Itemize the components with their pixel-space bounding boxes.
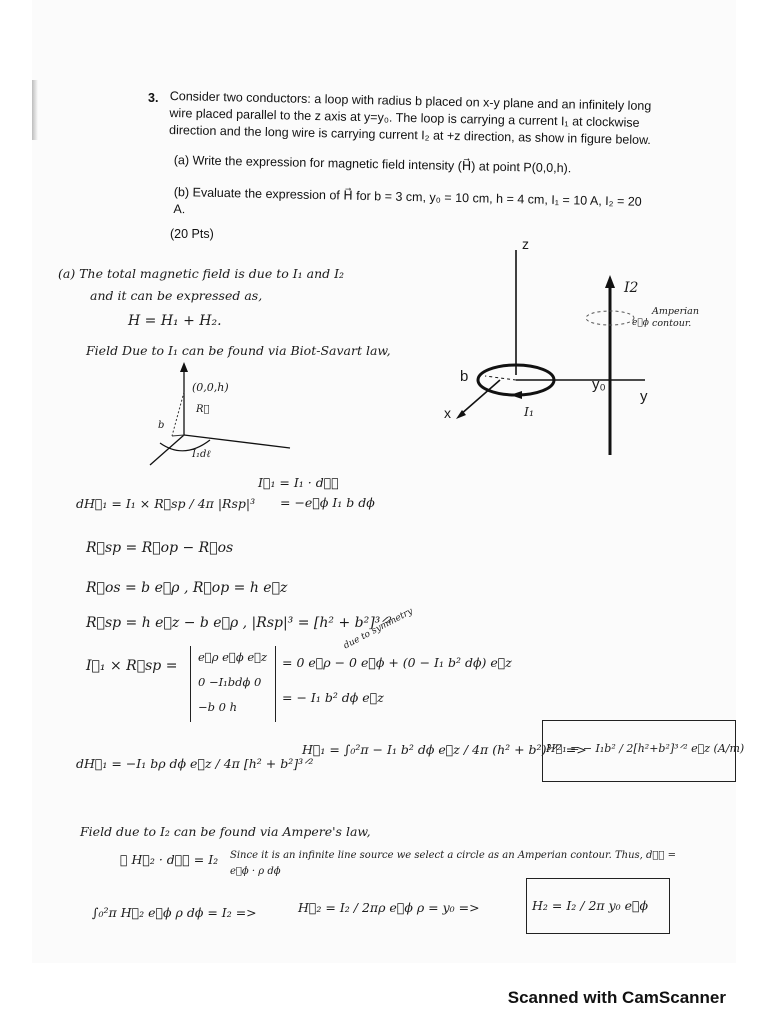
eq-Ros: R⃗os = b e⃗ρ , R⃗op = h e⃗z: [86, 580, 288, 596]
radius-b-label: b: [460, 368, 469, 385]
eq-cross-result: = 0 e⃗ρ − 0 e⃗ϕ + (0 − I₁ b² dϕ) e⃗z: [282, 655, 512, 670]
question-part-b: (b) Evaluate the expression of H⃗ for b = 3 cm, y₀ = 10 cm, h = 4 cm, I₁ = 10 A, I₂ = 20 A.: [173, 184, 642, 217]
det-row-1: e⃗ρ e⃗ϕ e⃗z: [198, 650, 268, 664]
eq-H2: H⃗₂ = I₂ / 2πρ e⃗ϕ ρ = y₀ =>: [298, 900, 480, 915]
eq-dH1: dH⃗₁ = I₁ × R⃗sp / 4π |Rsp|³: [76, 496, 256, 511]
eq-I1: I⃗₁ = I₁ · dℓ⃗: [258, 475, 339, 490]
eq-ampere: ∮ H⃗₂ · dℓ⃗ = I₂: [120, 852, 219, 867]
I1-label: I₁: [524, 404, 534, 419]
sketch-Idl-label: I₁dℓ: [192, 449, 211, 460]
symmetry-note: due to symmetry: [342, 606, 415, 652]
x-axis-label: x: [444, 405, 451, 421]
eq-ampere-integral: ∫₀²π H⃗₂ e⃗ϕ ρ dϕ = I₂ =>: [92, 905, 257, 920]
question-number: 3.: [148, 91, 159, 105]
point-p-coordinates: (0,0,h): [192, 381, 229, 394]
I2-label: I2: [624, 280, 639, 296]
eq-H2-result: H₂ = I₂ / 2π y₀ e⃗ϕ: [532, 898, 649, 913]
sketch-R-label: R⃗: [196, 404, 210, 415]
question-text: Consider two conductors: a loop with radius b placed on x-y plane and an infinitely long wire placed parallel to the z axis at y=y₀. The loop is carrying a current I₁ at clockwise direction and the long wire is carrying current I₂ at +z direction, as show in figure below.: [168, 88, 652, 148]
biot-savart-sketch: [130, 360, 300, 485]
solution-line-2: and it can be expressed as,: [90, 288, 263, 303]
eq-I1-b: = −e⃗ϕ I₁ b dϕ: [280, 495, 375, 510]
eq-dH1-b: dH⃗₁ = −I₁ bρ dϕ e⃗z / 4π [h² + b²]³ᐟ²: [76, 756, 314, 771]
eq-H1-result: H⃗₁ = − I₁b² / 2[h²+b²]³ᐟ² e⃗z (A/m): [546, 742, 745, 755]
y-axis-label: y: [640, 388, 648, 405]
total-field-equation: H = H₁ + H₂.: [128, 313, 222, 329]
amperian-contour-label: Amperian contour.: [652, 306, 699, 329]
eq-Rsp-2: R⃗sp = h e⃗z − b e⃗ρ , |Rsp|³ = [h² + b²]³ᐟ²: [86, 615, 392, 631]
eq-cross-result-2: = − I₁ b² dϕ e⃗z: [282, 690, 384, 705]
y0-label: y₀: [592, 376, 606, 393]
loop-wire-figure: [430, 230, 730, 460]
solution-line-5: Field due to I₂ can be found via Ampere's law,: [80, 824, 371, 839]
eq-cross: I⃗₁ × R⃗sp =: [86, 658, 178, 674]
det-row-2: 0 −I₁bdϕ 0: [198, 675, 262, 689]
page-fold-shadow: [32, 80, 38, 140]
solution-line-4: Field Due to I₁ can be found via Biot-Savart law,: [86, 343, 391, 358]
z-axis-label: z: [522, 236, 529, 252]
scanner-watermark: Scanned with CamScanner: [507, 988, 726, 1007]
sketch-b-label: b: [158, 420, 165, 431]
question-part-a: (a) Write the expression for magnetic field intensity (H⃗) at point P(0,0,h).: [173, 152, 572, 176]
question-points: (20 Pts): [170, 227, 214, 241]
ephi-label: e⃗ϕ: [632, 318, 649, 328]
since-note: Since it is an infinite line source we select a circle as an Amperian contour. Thus, dℓ⃗ = e⃗ϕ · ρ dϕ: [230, 850, 676, 877]
solution-line-1: (a) The total magnetic field is due to I₁ and I₂: [58, 266, 345, 281]
eq-H1-integral: H⃗₁ = ∫₀²π − I₁ b² dϕ e⃗z / 4π (h² + b²)³ᐟ² =>: [302, 742, 587, 757]
eq-Rsp: R⃗sp = R⃗op − R⃗os: [86, 540, 234, 556]
det-row-3: −b 0 h: [198, 700, 238, 714]
